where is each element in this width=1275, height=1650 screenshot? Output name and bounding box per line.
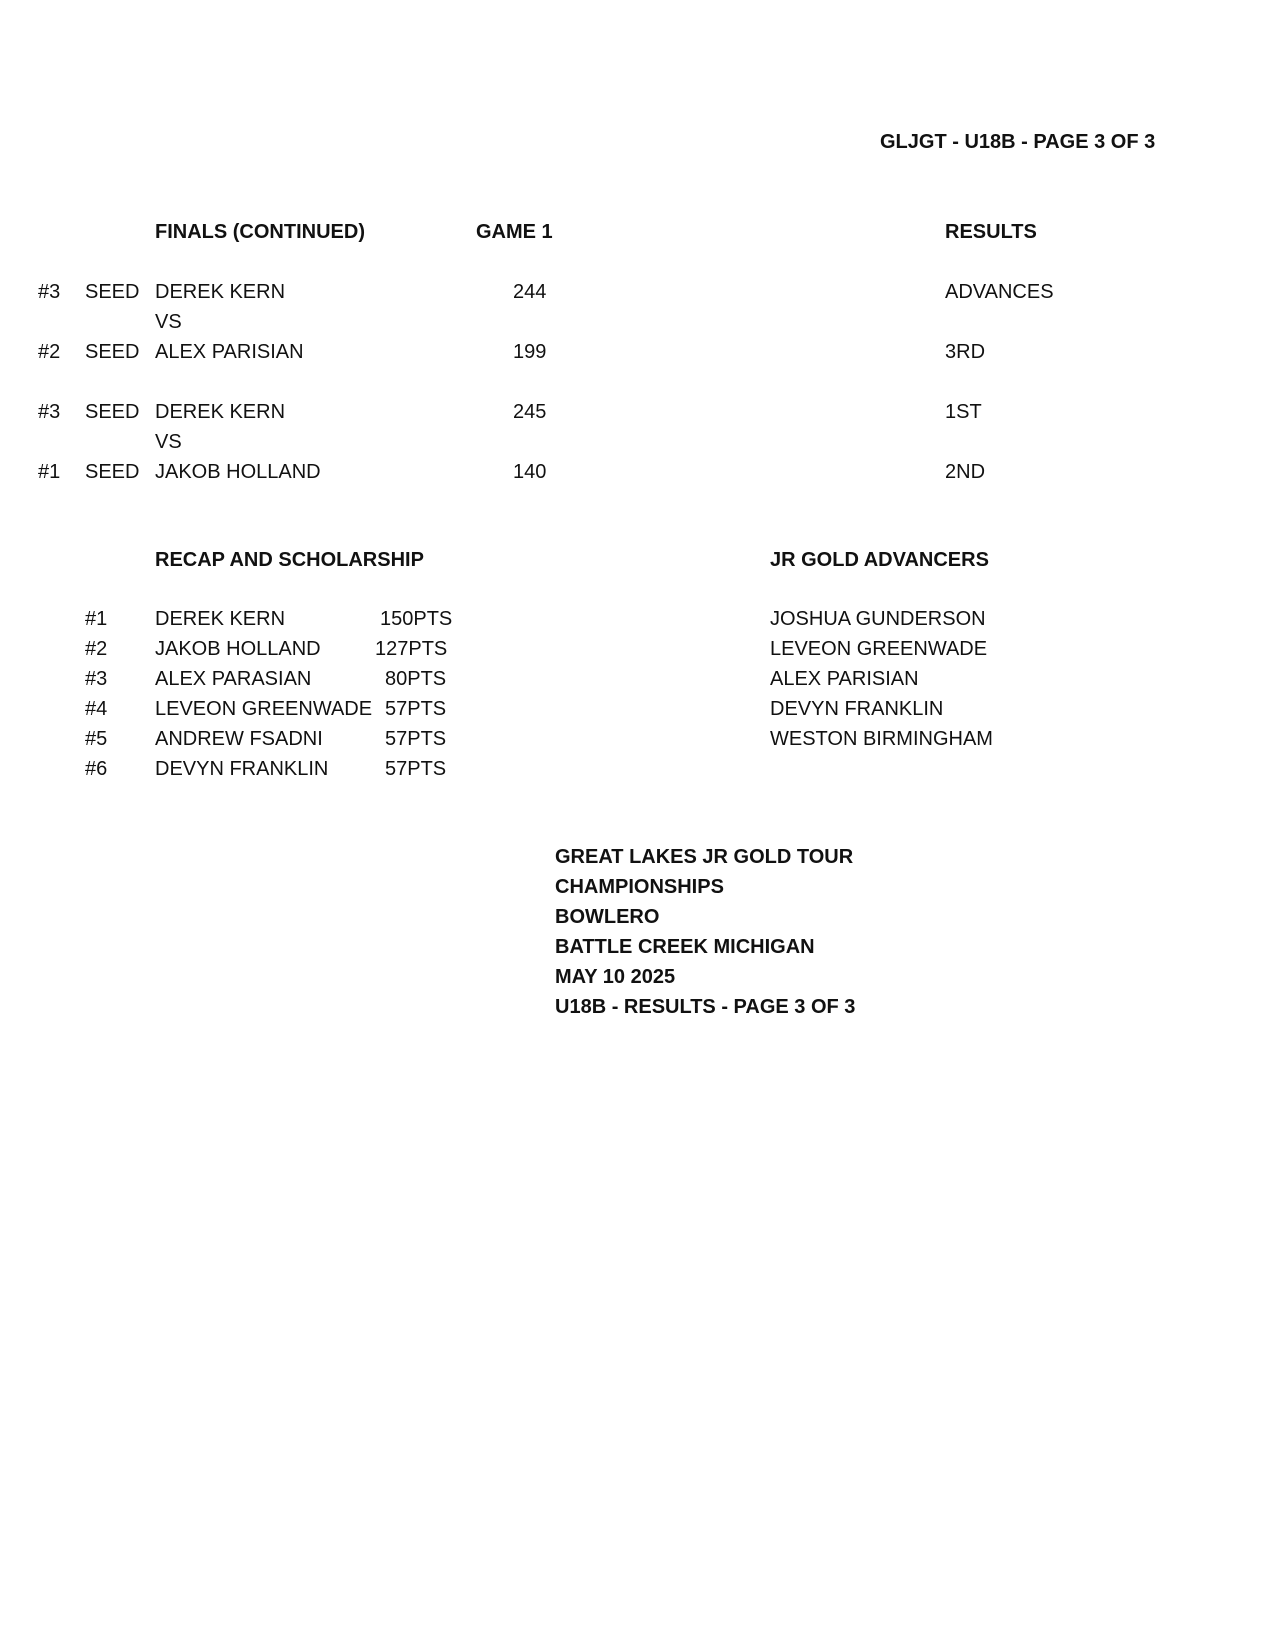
seed-number: #2 <box>38 341 61 363</box>
game-score: 199 <box>513 341 547 363</box>
finals-title: FINALS (CONTINUED) <box>155 221 365 243</box>
seed-number: #3 <box>38 401 61 423</box>
match-result: 2ND <box>945 461 986 483</box>
bowler-name: DEREK KERN <box>155 281 286 303</box>
match-result: 1ST <box>945 401 982 423</box>
advancer-name: LEVEON GREENWADE <box>770 638 988 660</box>
recap-points: 80PTS <box>385 668 447 690</box>
seed-number: #1 <box>38 461 61 483</box>
game-1-header: GAME 1 <box>476 221 553 243</box>
recap-points: 57PTS <box>385 758 447 780</box>
recap-points: 150PTS <box>380 608 453 630</box>
bowler-name: JAKOB HOLLAND <box>155 461 321 483</box>
advancers-title: JR GOLD ADVANCERS <box>770 549 989 571</box>
bowler-name: ALEX PARISIAN <box>155 341 304 363</box>
seed-label: SEED <box>85 461 140 483</box>
recap-name: ANDREW FSADNI <box>155 728 323 750</box>
seed-label: SEED <box>85 341 140 363</box>
bowler-name: DEREK KERN <box>155 401 286 423</box>
recap-rank: #6 <box>85 758 108 780</box>
recap-points: 57PTS <box>385 698 447 720</box>
recap-name: JAKOB HOLLAND <box>155 638 321 660</box>
event-info-line: GREAT LAKES JR GOLD TOUR <box>555 846 854 868</box>
event-info-line: BOWLERO <box>555 906 660 928</box>
game-score: 245 <box>513 401 547 423</box>
advancer-name: WESTON BIRMINGHAM <box>770 728 993 750</box>
seed-label: SEED <box>85 401 140 423</box>
recap-rank: #1 <box>85 608 108 630</box>
recap-rank: #5 <box>85 728 108 750</box>
seed-label: SEED <box>85 281 140 303</box>
match-result: ADVANCES <box>945 281 1054 303</box>
recap-title: RECAP AND SCHOLARSHIP <box>155 549 424 571</box>
event-info-line: CHAMPIONSHIPS <box>555 876 724 898</box>
recap-name: DEVYN FRANKLIN <box>155 758 329 780</box>
recap-points: 127PTS <box>375 638 448 660</box>
recap-name: LEVEON GREENWADE <box>155 698 373 720</box>
recap-name: DEREK KERN <box>155 608 286 630</box>
match-result: 3RD <box>945 341 986 363</box>
recap-rank: #2 <box>85 638 108 660</box>
results-header: RESULTS <box>945 221 1037 243</box>
recap-points: 57PTS <box>385 728 447 750</box>
game-score: 140 <box>513 461 547 483</box>
advancer-name: JOSHUA GUNDERSON <box>770 608 986 630</box>
seed-number: #3 <box>38 281 61 303</box>
event-info-line: U18B - RESULTS - PAGE 3 OF 3 <box>555 996 856 1018</box>
advancer-name: ALEX PARISIAN <box>770 668 919 690</box>
versus-label: VS <box>155 431 182 453</box>
recap-name: ALEX PARASIAN <box>155 668 312 690</box>
recap-rank: #3 <box>85 668 108 690</box>
game-score: 244 <box>513 281 547 303</box>
advancer-name: DEVYN FRANKLIN <box>770 698 944 720</box>
versus-label: VS <box>155 311 182 333</box>
event-info-line: BATTLE CREEK MICHIGAN <box>555 936 815 958</box>
event-info-line: MAY 10 2025 <box>555 966 676 988</box>
page-reference: GLJGT - U18B - PAGE 3 OF 3 <box>880 131 1156 153</box>
recap-rank: #4 <box>85 698 108 720</box>
